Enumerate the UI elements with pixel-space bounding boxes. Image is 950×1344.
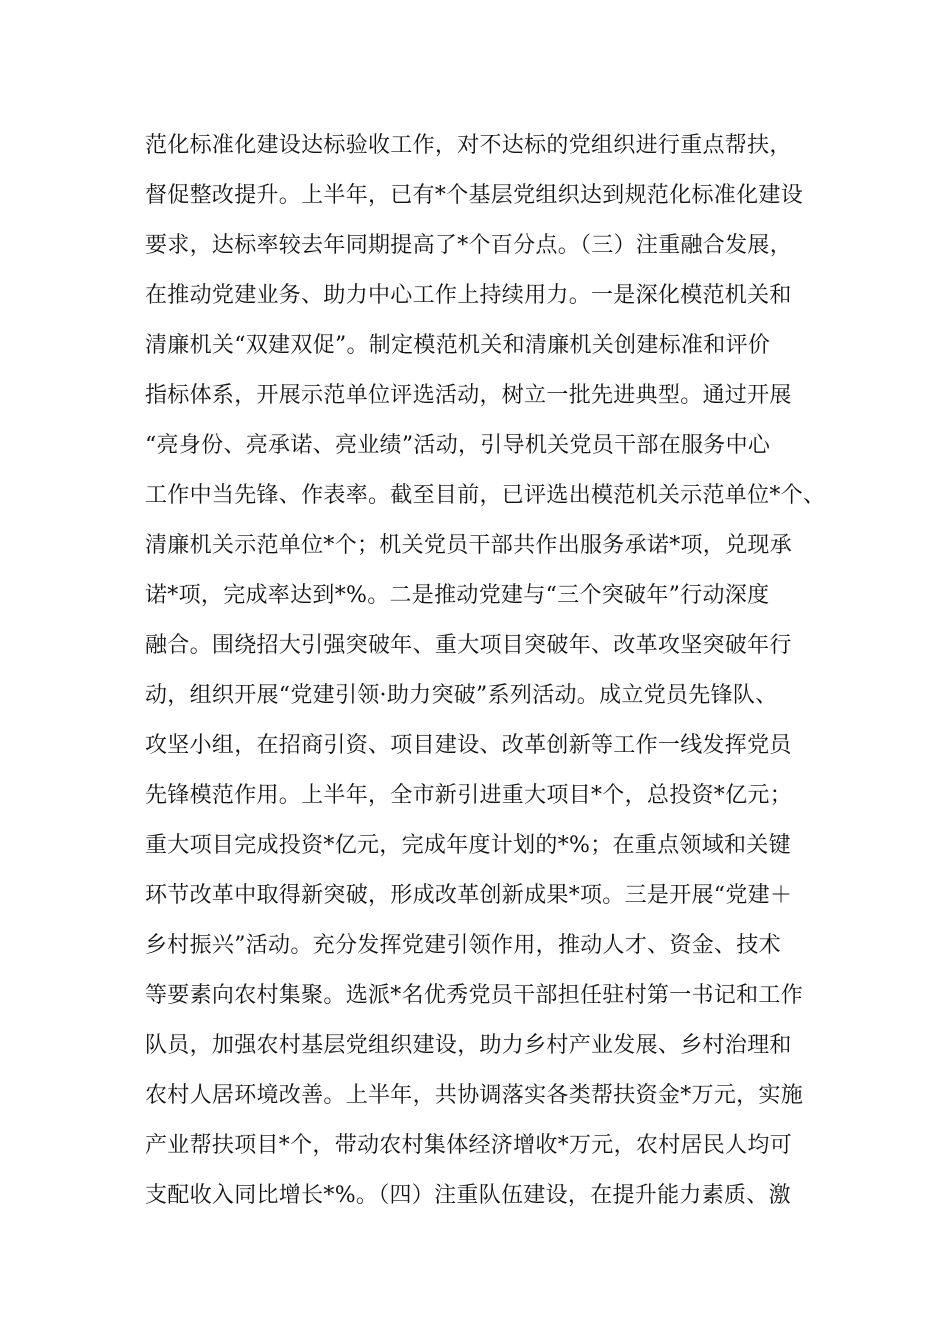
text-line: 先锋模范作用。上半年，全市新引进重大项目*个，总投资*亿元； xyxy=(145,783,793,808)
text-line: 动，组织开展“党建引领·助力突破”系列活动。成立党员先锋队、 xyxy=(145,683,778,708)
text-line: 工作中当先锋、作表率。截至目前，已评选出模范机关示范单位*个、 xyxy=(145,483,826,508)
text-line: 支配收入同比增长*%。（四）注重队伍建设，在提升能力素质、激 xyxy=(145,1183,791,1208)
text-line: 等要素向农村集聚。选派*名优秀党员干部担任驻村第一书记和工作 xyxy=(145,983,804,1008)
text-line: 清廉机关“双建双促”。制定模范机关和清廉机关创建标准和评价 xyxy=(145,333,771,358)
text-line: 清廉机关示范单位*个；机关党员干部共作出服务承诺*项，兑现承 xyxy=(145,533,793,558)
text-line: 环节改革中取得新突破，形成改革创新成果*项。三是开展“党建＋ xyxy=(145,883,793,908)
text-line: 诺*项，完成率达到*%。二是推动党建与“三个突破年”行动深度 xyxy=(145,583,770,608)
text-line: 乡村振兴”活动。充分发挥党建引领作用，推动人才、资金、技术 xyxy=(145,933,781,958)
text-line: “亮身份、亮承诺、亮业绩”活动，引导机关党员干部在服务中心 xyxy=(145,433,771,458)
text-line: 指标体系，开展示范单位评选活动，树立一批先进典型。通过开展 xyxy=(145,383,792,408)
text-line: 重大项目完成投资*亿元，完成年度计划的*%；在重点领域和关键 xyxy=(145,833,791,858)
text-line: 督促整改提升。上半年，已有*个基层党组织达到规范化标准化建设 xyxy=(145,183,804,208)
text-line: 攻坚小组，在招商引资、项目建设、改革创新等工作一线发挥党员 xyxy=(145,733,792,758)
text-line: 队员，加强农村基层党组织建设，助力乡村产业发展、乡村治理和 xyxy=(145,1033,792,1058)
text-line: 要求，达标率较去年同期提高了*个百分点。（三）注重融合发展， xyxy=(145,233,793,258)
text-line: 范化标准化建设达标验收工作，对不达标的党组织进行重点帮扶， xyxy=(145,133,792,158)
text-line: 在推动党建业务、助力中心工作上持续用力。一是深化模范机关和 xyxy=(145,283,792,308)
text-line: 农村人居环境改善。上半年，共协调落实各类帮扶资金*万元，实施 xyxy=(145,1083,804,1108)
text-line: 融合。围绕招大引强突破年、重大项目突破年、改革攻坚突破年行 xyxy=(145,633,792,658)
text-line: 产业帮扶项目*个，带动农村集体经济增收*万元，农村居民人均可 xyxy=(145,1133,793,1158)
